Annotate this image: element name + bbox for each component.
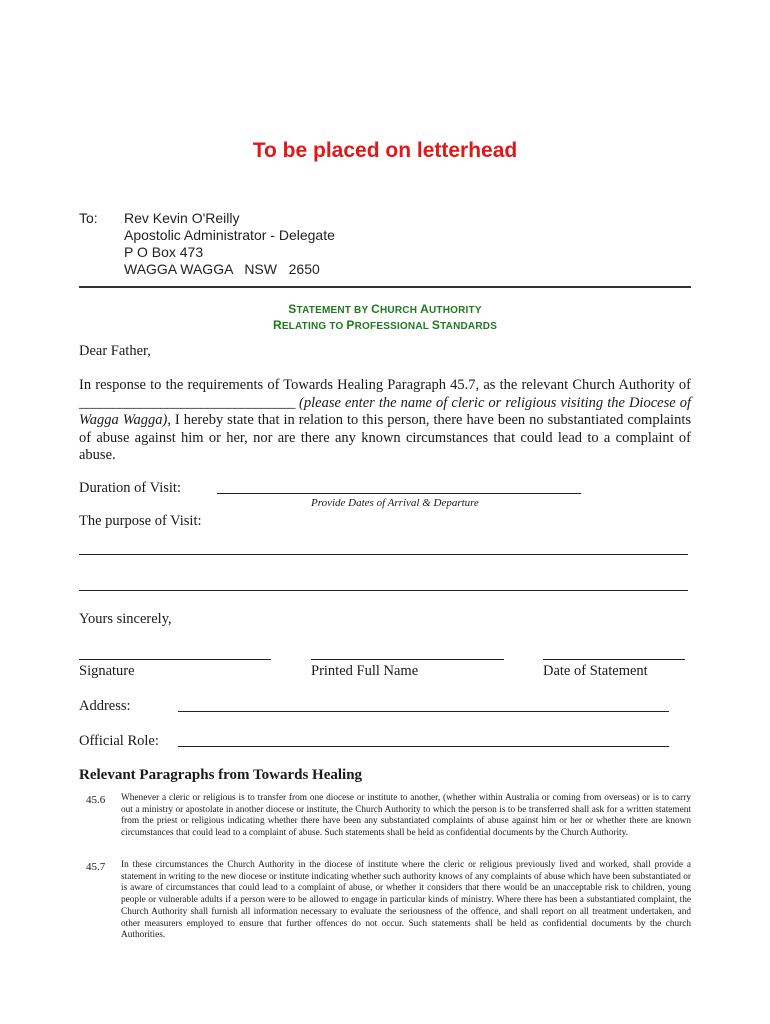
paragraph-text-1: In response to the requirements of Towards Healing Paragraph 45.7, as the relevant Church Authority of <box>79 377 691 393</box>
duration-label: Duration of Visit: <box>79 480 181 496</box>
statement-title-2-segment: P <box>346 318 355 332</box>
paragraph-text-2: , I hereby state that in relation to this person, there have been no substantiated complaints of abuse against him or her, nor are there any known circumstances that could lead to a complaint of abuse. <box>79 412 691 464</box>
statement-title-line-2 <box>0 318 770 332</box>
divider-line <box>79 286 691 288</box>
date-label: Date of Statement <box>543 663 648 679</box>
duration-hint: Provide Dates of Arrival & Departure <box>311 497 479 509</box>
statement-title-1-segment: A <box>420 302 429 316</box>
to-label: To: <box>79 210 98 226</box>
purpose-label: The purpose of Visit: <box>79 513 202 529</box>
official-role-label: Official Role: <box>79 733 159 749</box>
duration-input-line[interactable] <box>217 493 581 494</box>
address-input-line[interactable] <box>178 711 669 712</box>
statement-title-line-1 <box>0 302 770 316</box>
address-label: Address: <box>79 698 131 714</box>
purpose-input-line-1[interactable] <box>79 554 688 555</box>
paragraph-number-45-7: 45.7 <box>86 861 106 873</box>
date-input-line[interactable] <box>543 659 685 660</box>
paragraph-text-45-7: In these circumstances the Church Authority in the diocese of institute where the cleric or religious previously lived and worked, shall provide a statement in writing to the new diocese or institute indicating whether such authority knows of any complaints of abuse which have been substantiated or is aware of circumstances that could lead to a complaint of abuse, or whether it considers that there would be an unacceptable risk to children, young people or vulnerable adults if a person were to be allowed to engage in particular kinds of ministry. Where there has been a substantiated complaint, the Church Authority shall furnish all information necessary to evaluate the seriousness of the offence, and shall report on all treatment undertaken, and other measurers employed to ensure that further offences do not occur. Such statements shall be held as confidential documents by the church Authorities. <box>121 860 691 941</box>
address-line-pobox: P O Box 473 <box>124 244 204 260</box>
statement-title-2-segment: S <box>431 318 441 332</box>
official-role-input-line[interactable] <box>178 746 669 747</box>
signature-label: Signature <box>79 663 135 679</box>
printed-name-input-line[interactable] <box>311 659 504 660</box>
paragraph-number-45-6: 45.6 <box>86 794 106 806</box>
salutation: Dear Father, <box>79 343 151 359</box>
statement-title-1-segment: S <box>288 302 297 316</box>
page-heading: To be placed on letterhead <box>252 139 518 162</box>
address-line-title: Apostolic Administrator - Delegate <box>124 227 335 243</box>
statement-paragraph <box>79 377 691 465</box>
statement-title-2-segment: R <box>272 318 282 332</box>
statement-title-1-segment: UTHORITY <box>428 305 482 316</box>
church-authority-blank[interactable]: ________________________________ <box>79 394 295 411</box>
signature-input-line[interactable] <box>79 659 271 660</box>
relevant-paragraphs-heading: Relevant Paragraphs from Towards Healing <box>79 767 363 783</box>
statement-title-2-segment: ELATING TO <box>281 321 347 332</box>
purpose-input-line-2[interactable] <box>79 590 688 591</box>
printed-name-label: Printed Full Name <box>311 663 419 679</box>
statement-title-1-segment: HURCH <box>380 305 421 316</box>
closing: Yours sincerely, <box>79 611 172 627</box>
statement-title-2-segment: TANDARDS <box>440 321 498 332</box>
address-line-city: WAGGA WAGGA NSW 2650 <box>124 261 320 277</box>
paragraph-text-45-6: Whenever a cleric or religious is to transfer from one diocese or institute to another, (whether within Australia or coming from overseas) or is to carry out a ministry or apostolate in another diocese or institute, the Church Authority to which the person is to be transferred shall ask for a written statement from the priest or religious indicating whether there have been any substantiated complaints of abuse against him or her or whether there are known circumstances that could lead to a complaint of abuse. Such statements shall be held as confidential documents by the Church Authority. <box>121 793 691 839</box>
paragraph-instruction: (please enter the name of cleric or religious visiting the Diocese of Wagga Wagga) <box>79 394 691 429</box>
statement-title-1-segment: TATEMENT BY <box>296 305 372 316</box>
statement-title-1-segment: C <box>371 302 381 316</box>
statement-title-2-segment: ROFESSIONAL <box>354 321 432 332</box>
address-line-name: Rev Kevin O'Reilly <box>124 210 240 226</box>
